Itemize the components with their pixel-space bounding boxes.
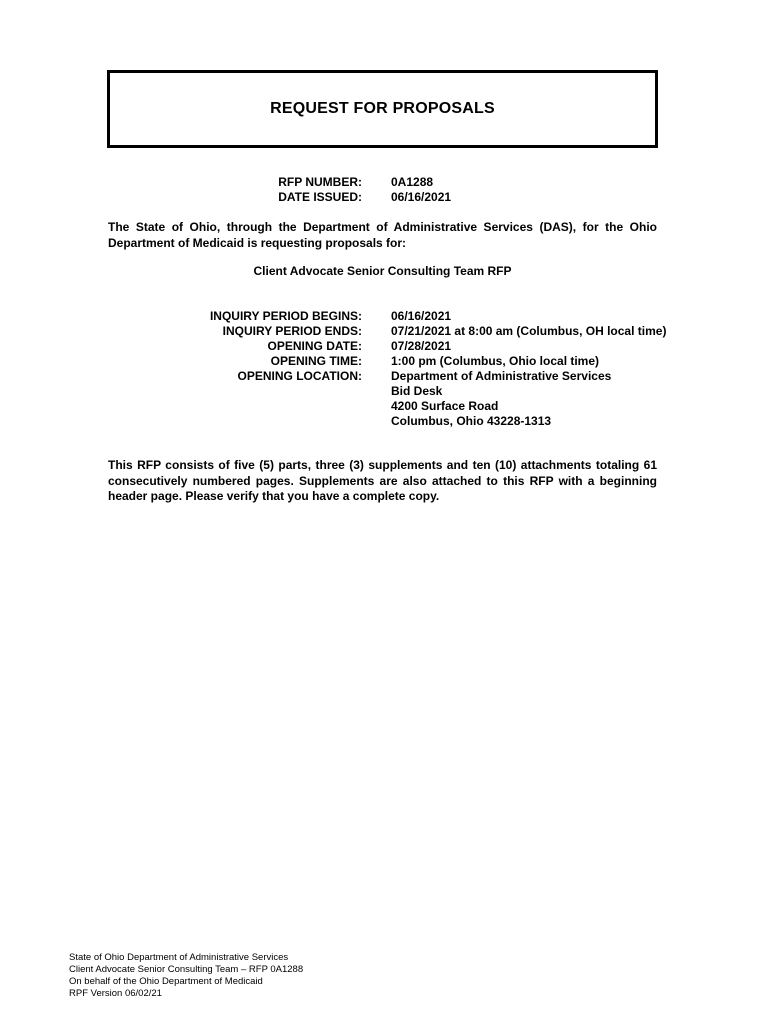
closing-paragraph: This RFP consists of five (5) parts, three (3) supplements and ten (10) attachments totaling 61 consecutively numbered pages. Supplements are also attached to this RFP with a beginning header page. Please verify that you have a complete copy. [108, 458, 657, 503]
footer-line: State of Ohio Department of Administrative Services [69, 952, 289, 963]
opening-date-row [170, 339, 666, 354]
opening-location-label: OPENING LOCATION: [237, 369, 362, 383]
opening-location-line: Bid Desk [391, 384, 443, 398]
opening-location-row [170, 399, 666, 414]
document-title: REQUEST FOR PROPOSALS [270, 100, 495, 117]
title-box [107, 70, 658, 148]
inquiry-ends-value: 07/21/2021 at 8:00 am (Columbus, OH local time) [391, 324, 667, 338]
opening-location-row [170, 369, 666, 384]
schedule [170, 309, 666, 429]
intro-paragraph: The State of Ohio, through the Department of Administrative Services (DAS), for the Ohio Department of Medicaid is requesting proposals for: [108, 220, 657, 250]
opening-location-line: Department of Administrative Services [391, 369, 612, 383]
rfp-number-row [240, 175, 451, 190]
opening-date-label: OPENING DATE: [267, 339, 362, 353]
inquiry-ends-label: INQUIRY PERIOD ENDS: [222, 324, 362, 338]
opening-time-value: 1:00 pm (Columbus, Ohio local time) [391, 354, 600, 368]
rfp-number-label: RFP NUMBER: [278, 175, 362, 189]
opening-time-row [170, 354, 666, 369]
inquiry-begins-row [170, 309, 666, 324]
footer-line: RPF Version 06/02/21 [69, 988, 162, 999]
opening-date-value: 07/28/2021 [391, 339, 452, 353]
rfp-number-value: 0A1288 [391, 175, 434, 189]
opening-location-line: 4200 Surface Road [391, 399, 499, 413]
inquiry-begins-value: 06/16/2021 [391, 309, 452, 323]
footer-line: On behalf of the Ohio Department of Medicaid [69, 976, 263, 987]
inquiry-begins-label: INQUIRY PERIOD BEGINS: [209, 309, 362, 323]
date-issued-value: 06/16/2021 [391, 190, 452, 204]
opening-location-line: Columbus, Ohio 43228-1313 [391, 414, 552, 428]
project-title: Client Advocate Senior Consulting Team RFP [253, 264, 512, 278]
footer-line: Client Advocate Senior Consulting Team – RFP 0A1288 [69, 964, 304, 975]
opening-location-row [170, 414, 666, 429]
footer [69, 952, 303, 1000]
inquiry-ends-row [170, 324, 666, 339]
rfp-info [240, 175, 451, 205]
date-issued-row [240, 190, 451, 205]
date-issued-label: DATE ISSUED: [278, 190, 362, 204]
opening-location-row [170, 384, 666, 399]
opening-time-label: OPENING TIME: [270, 354, 362, 368]
